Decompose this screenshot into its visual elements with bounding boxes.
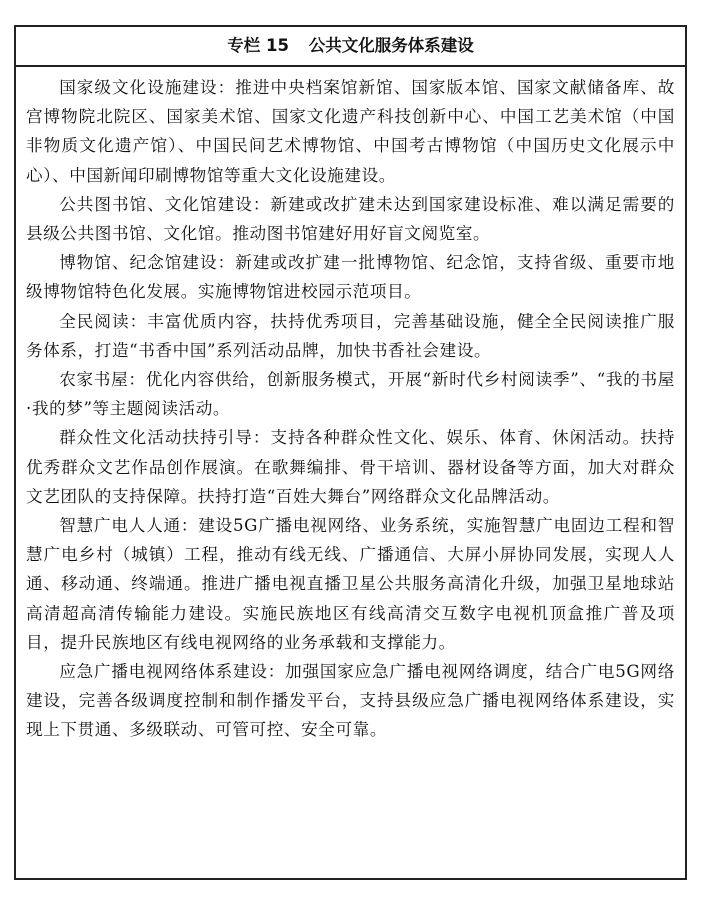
box-number: 专栏 15 bbox=[227, 36, 289, 55]
box-title-text: 公共文化服务体系建设 bbox=[308, 36, 474, 55]
box-title bbox=[16, 27, 685, 67]
paragraph-libraries: 公共图书馆、文化馆建设：新建或改扩建未达到国家建设标准、难以满足需要的县级公共图书馆、文化馆。推动图书馆建好用好盲文阅览室。 bbox=[26, 194, 675, 244]
box-content bbox=[16, 67, 685, 745]
paragraph-museums: 博物馆、纪念馆建设：新建或改扩建一批博物馆、纪念馆，支持省级、重要市地级博物馆特色化发展。实施博物馆进校园示范项目。 bbox=[26, 253, 675, 302]
paragraph-emergency-broadcast: 应急广播电视网络体系建设：加强国家应急广播电视网络调度，结合广电5G网络建设，完善各级调度控制和制作播发平台，支持县级应急广播电视网络体系建设，实现上下贯通、多级联动、可管可控、安全可靠。 bbox=[26, 662, 675, 740]
paragraph-mass-culture: 群众性文化活动扶持引导：支持各种群众性文化、娱乐、体育、休闲活动。扶持优秀群众文艺作品创作展演。在歌舞编排、骨干培训、器材设备等方面，加大对群众文艺团队的支持保障。扶持打造“百姓大舞台”网络群众文化品牌活动。 bbox=[26, 428, 675, 506]
paragraph-reading: 全民阅读：丰富优质内容，扶持优秀项目，完善基础设施，健全全民阅读推广服务体系，打造“书香中国”系列活动品牌，加快书香社会建设。 bbox=[26, 311, 675, 360]
paragraph-smart-broadcast: 智慧广电人人通：建设5G广播电视网络、业务系统，实施智慧广电固边工程和智慧广电乡村（城镇）工程，推动有线无线、广播通信、大屏小屏协同发展，实现人人通、移动通、终端通。推进广播电视直播卫星公共服务高清化升级，加强卫星地球站高清超高清传输能力建设。实施民族地区有线高清交互数字电视机顶盒推广普及项目，提升民族地区有线电视网络的业务承载和支撑能力。 bbox=[26, 516, 675, 652]
feature-box bbox=[14, 25, 687, 880]
paragraph-national-facilities: 国家级文化设施建设：推进中央档案馆新馆、国家版本馆、国家文献储备库、故宫博物院北院区、国家美术馆、国家文化遗产科技创新中心、中国工艺美术馆（中国非物质文化遗产馆）、中国民间艺术博物馆、中国考古博物馆（中国历史文化展示中心）、中国新闻印刷博物馆等重大文化设施建设。 bbox=[26, 78, 675, 185]
paragraph-rural-bookhouse: 农家书屋：优化内容供给，创新服务模式，开展“新时代乡村阅读季”、“我的书屋·我的梦”等主题阅读活动。 bbox=[26, 370, 675, 419]
